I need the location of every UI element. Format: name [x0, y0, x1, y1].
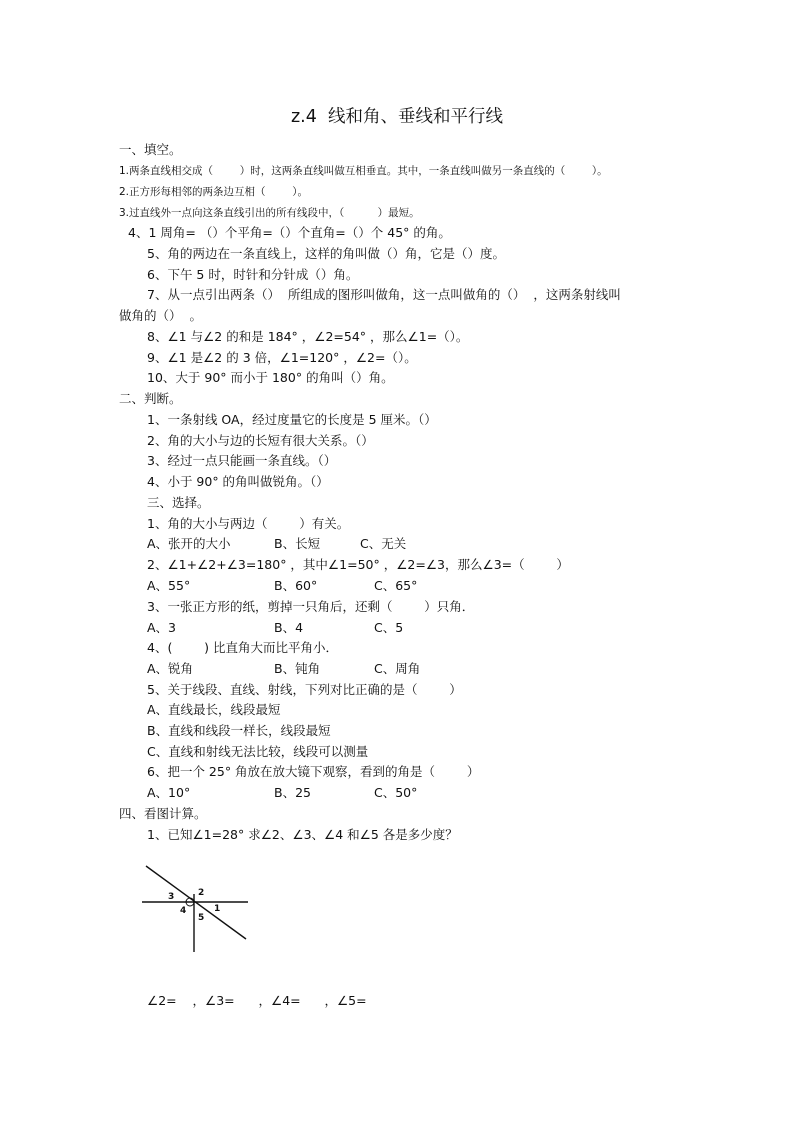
option-c: C、5 [374, 620, 404, 635]
question-text: 5、关于线段、直线、射线，下列对比正确的是（ ） [147, 682, 462, 697]
question-text: 1.两条直线相交成（ ）时，这两条直线叫做互相垂直。其中，一条直线叫做另一条直线的（ ）。 [119, 165, 608, 177]
option-c: C、50° [374, 785, 418, 800]
question-text: 4、( ) 比直角大而比平角小． [147, 640, 338, 655]
angle-figure [138, 860, 258, 960]
question-text: 3.过直线外一点向这条直线引出的所有线段中，（ ）最短。 [119, 207, 420, 219]
option-b: B、25 [274, 785, 311, 800]
question-text: 8、∠1 与∠2 的和是 184° ，∠2=54° ，那么∠1=（）。 [147, 329, 469, 344]
question-text: 做角的（） 。 [119, 308, 202, 323]
option-a: A、直线最长，线段最短 [147, 702, 281, 717]
angle-label-1: 1 [214, 904, 221, 914]
question-text: 5、角的两边在一条直线上，这样的角叫做（）角，它是（）度。 [147, 246, 505, 261]
option-b: B、4 [274, 620, 304, 635]
option-a: A、3 [147, 620, 177, 635]
page-title: z.4 线和角、垂线和平行线 [290, 107, 503, 127]
option-a: A、10° [147, 785, 191, 800]
question-text: 4、1 周角= （）个平角=（）个直角=（）个 45° 的角。 [128, 225, 451, 240]
section-heading-figure-calc: 四、看图计算。 [119, 806, 207, 821]
option-a: A、55° [147, 578, 191, 593]
option-c: C、65° [374, 578, 418, 593]
question-text: 3、经过一点只能画一条直线。（） [147, 453, 337, 468]
section-heading-choice: 三、选择。 [147, 495, 210, 510]
question-text: 1、已知∠1=28° 求∠2、∠3、∠4 和∠5 各是多少度？ [147, 827, 458, 842]
angle-label-4: 4 [180, 906, 187, 916]
question-text: 4、小于 90° 的角叫做锐角。（） [147, 474, 329, 489]
angle-label-5: 5 [198, 913, 205, 923]
question-text: 3、一张正方形的纸，剪掉一只角后，还剩（ ）只角． [147, 599, 475, 614]
section-heading-fill-blank: 一、填空。 [119, 142, 182, 157]
option-c: C、周角 [374, 661, 421, 676]
option-c: C、直线和射线无法比较，线段可以测量 [147, 744, 369, 759]
question-text: 2、角的大小与边的长短有很大关系。（） [147, 433, 374, 448]
option-b: B、长短 [274, 536, 321, 551]
question-text: 6、把一个 25° 角放在放大镜下观察，看到的角是（ ） [147, 764, 480, 779]
question-text: 2.正方形每相邻的两条边互相（ ）。 [119, 186, 308, 198]
option-b: B、60° [274, 578, 318, 593]
question-text: 10、大于 90° 而小于 180° 的角叫（）角。 [147, 370, 394, 385]
question-text: 7、从一点引出两条（） 所组成的图形叫做角，这一点叫做角的（） ，这两条射线叫 [147, 287, 621, 302]
option-c: C、无关 [360, 536, 407, 551]
option-a: A、锐角 [147, 661, 194, 676]
option-b: B、钝角 [274, 661, 321, 676]
question-text: 2、∠1+∠2+∠3=180° ，其中∠1=50° ，∠2=∠3，那么∠3=（ ） [147, 557, 569, 572]
answer-line: ∠2= ，∠3= ，∠4= ，∠5= [147, 993, 367, 1008]
section-heading-judge: 二、判断。 [119, 391, 182, 406]
question-text: 6、下午 5 时，时针和分针成（）角。 [147, 267, 359, 282]
question-text: 9、∠1 是∠2 的 3 倍，∠1=120° ，∠2=（）。 [147, 350, 417, 365]
angle-label-3: 3 [168, 892, 175, 902]
question-text: 1、角的大小与两边（ ）有关。 [147, 516, 350, 531]
question-text: 1、一条射线 OA，经过度量它的长度是 5 厘米。（） [147, 412, 437, 427]
option-a: A、张开的大小 [147, 536, 231, 551]
option-b: B、直线和线段一样长，线段最短 [147, 723, 331, 738]
angle-label-2: 2 [198, 888, 205, 898]
